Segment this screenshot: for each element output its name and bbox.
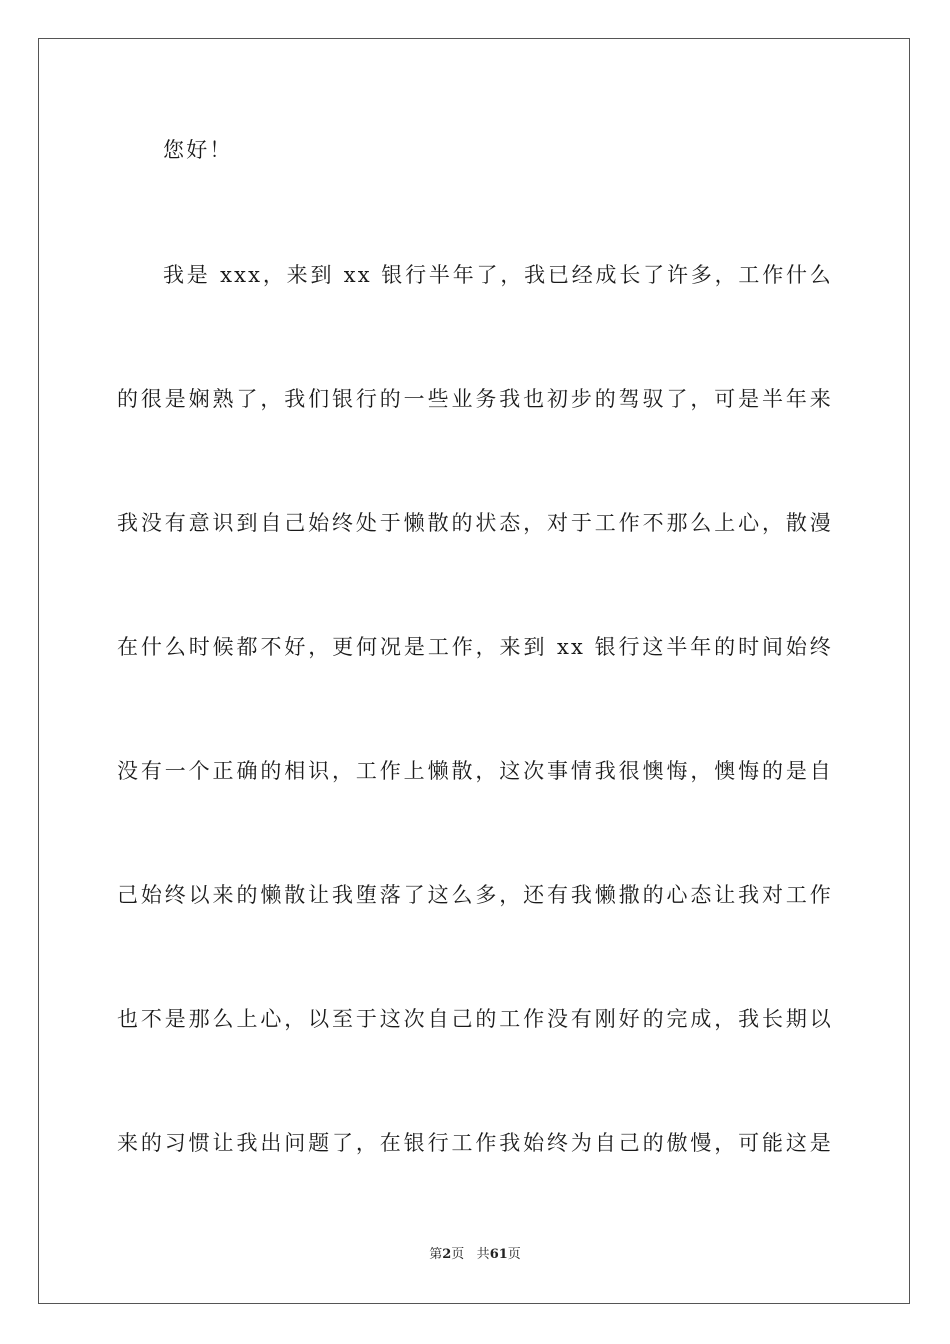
body-line-4: 在什么时候都不好，更何况是工作，来到 xx 银行这半年的时间始终 [117,635,833,659]
page-prefix: 第 [429,1247,443,1262]
body-line-8: 来的习惯让我出问题了，在银行工作我始终为自己的傲慢，可能这是 [117,1131,833,1155]
page-footer [0,1246,950,1264]
page-suffix: 页 [451,1247,465,1262]
total-pages: 61 [489,1247,508,1262]
total-prefix: 共 [476,1247,490,1262]
body-line-1: 我是 xxx，来到 xx 银行半年了，我已经成长了许多，工作什么 [163,263,833,287]
page-border [38,38,910,1304]
body-line-7: 也不是那么上心，以至于这次自己的工作没有刚好的完成，我长期以 [117,1007,833,1031]
greeting-line: 您好！ [163,138,233,162]
body-line-2: 的很是娴熟了，我们银行的一些业务我也初步的驾驭了，可是半年来 [117,387,833,411]
page-number: 2 [442,1247,452,1262]
body-line-5: 没有一个正确的相识，工作上懒散，这次事情我很懊悔，懊悔的是自 [117,759,833,783]
body-line-6: 己始终以来的懒散让我堕落了这么多，还有我懒撒的心态让我对工作 [117,883,833,907]
body-line-3: 我没有意识到自己始终处于懒散的状态，对于工作不那么上心，散漫 [117,511,833,535]
total-suffix: 页 [507,1247,521,1262]
